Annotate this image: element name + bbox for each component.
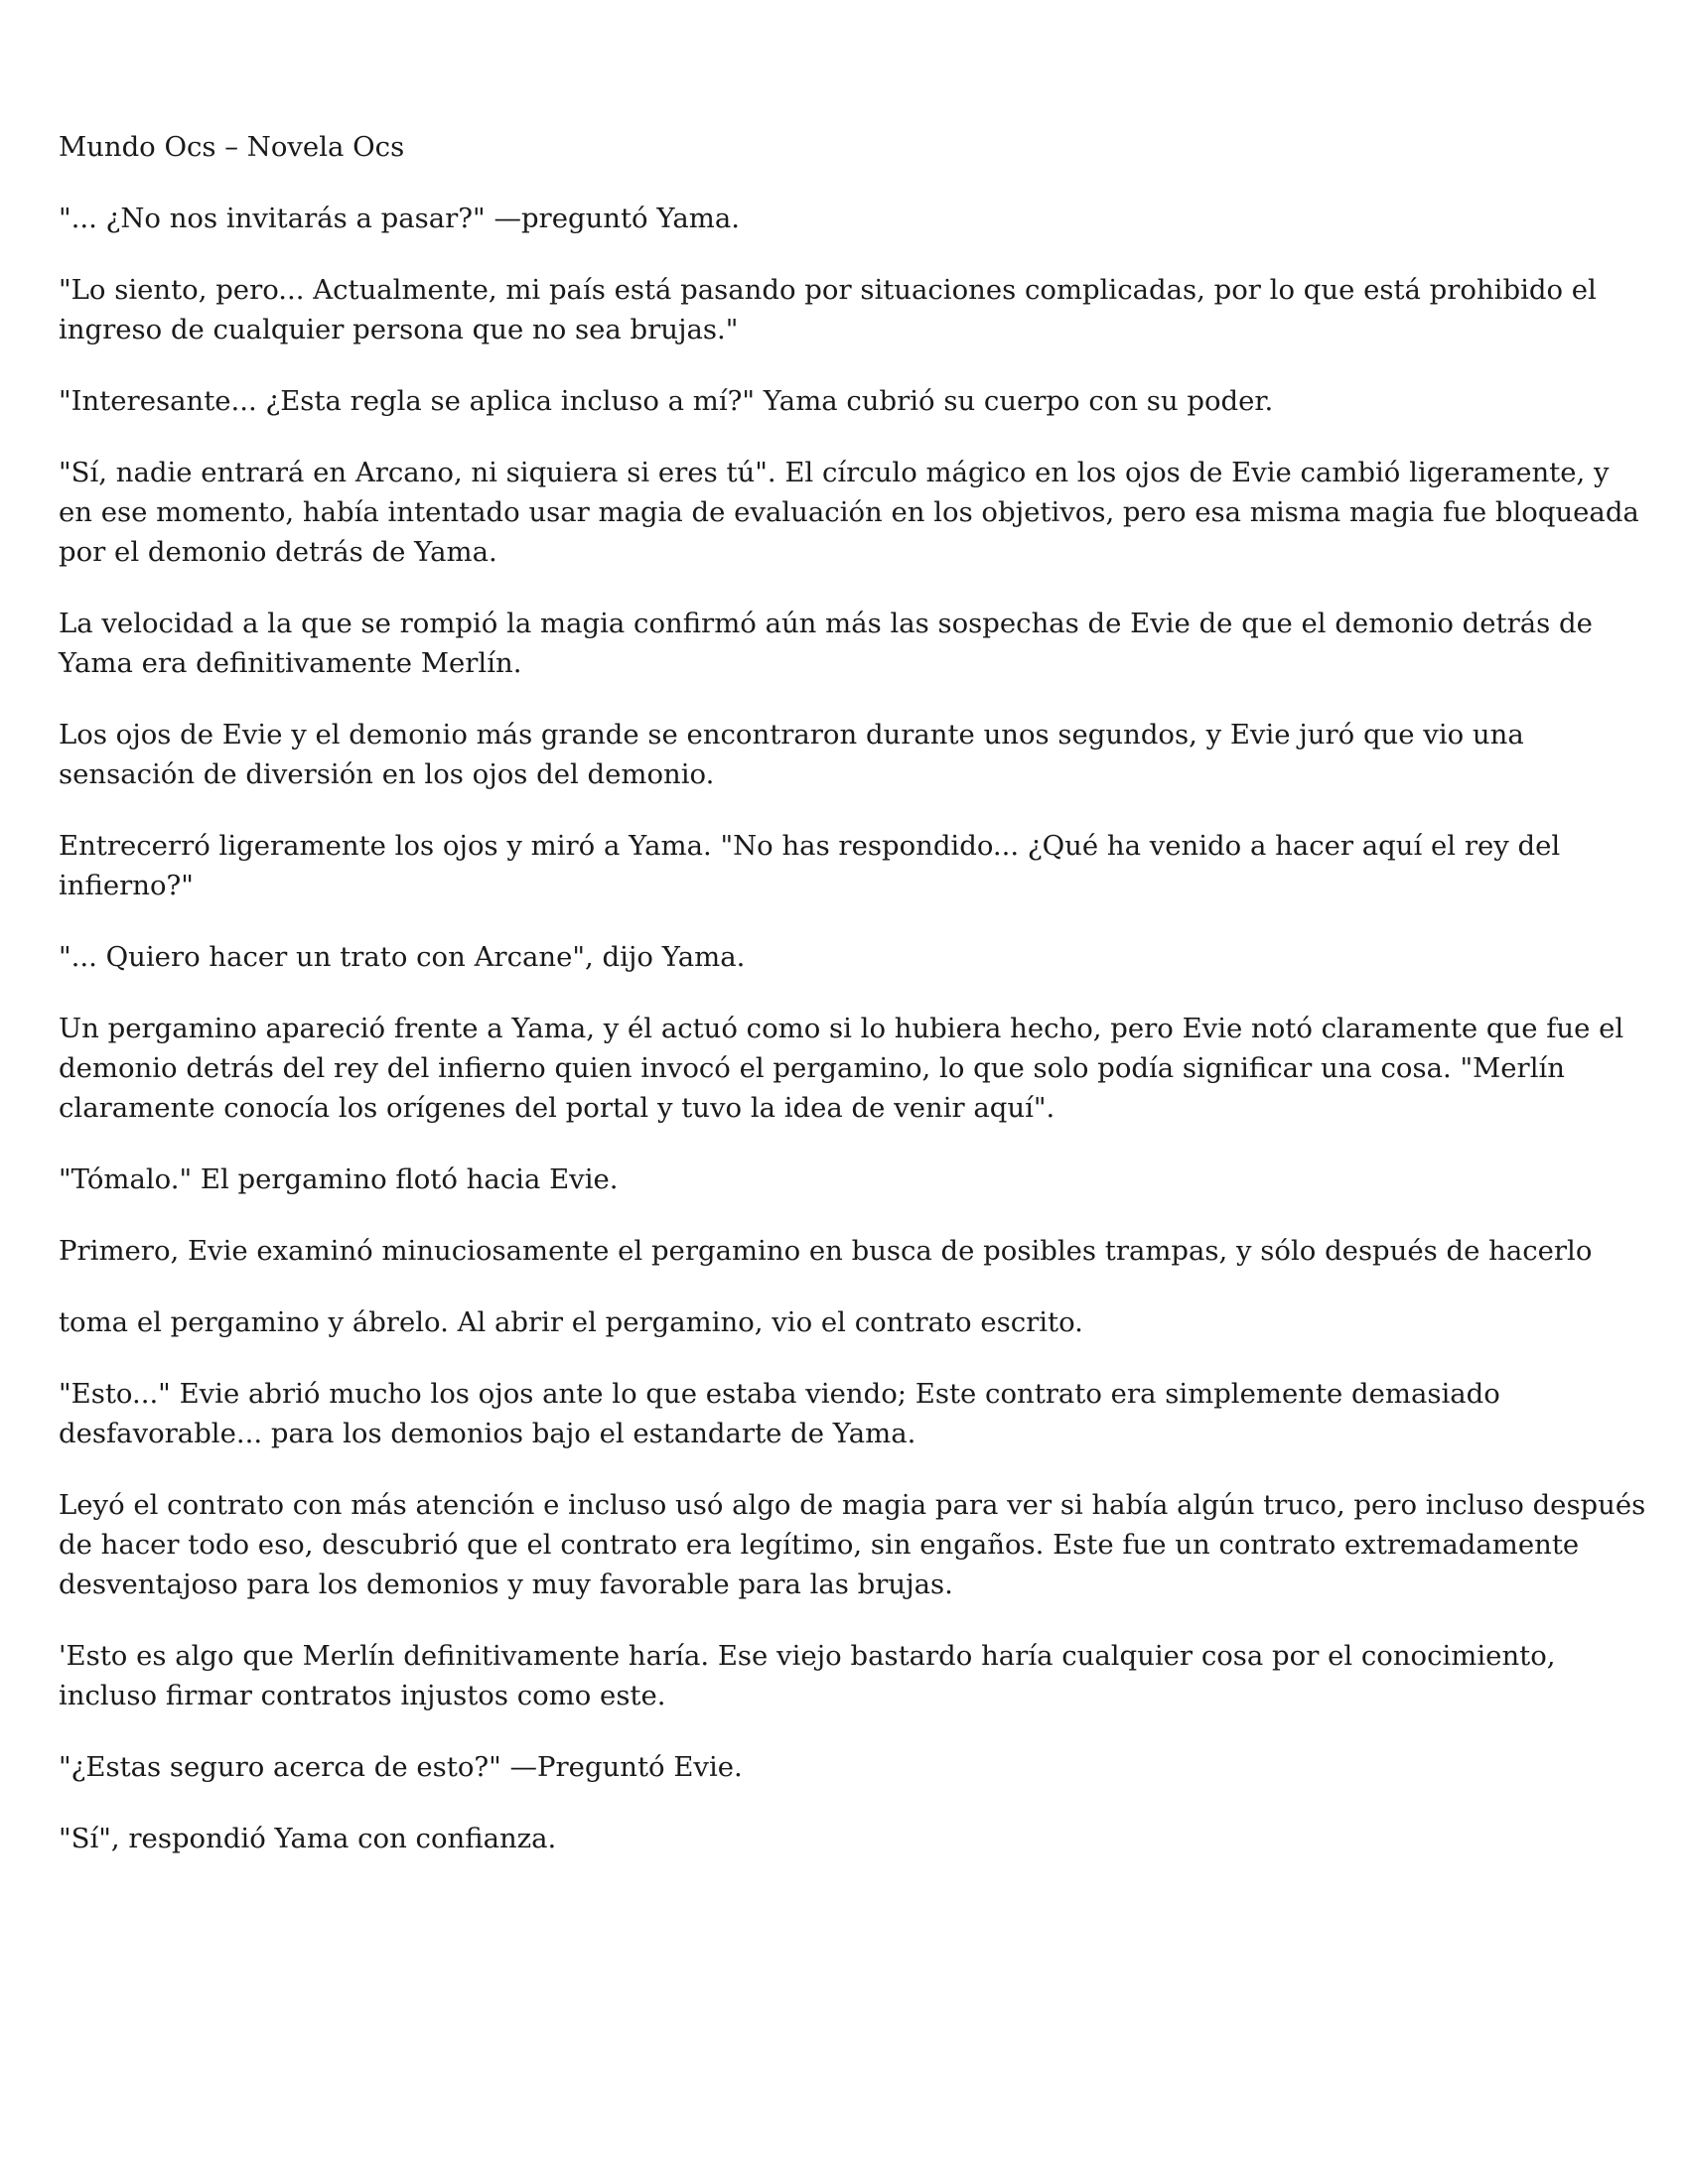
paragraph: "... Quiero hacer un trato con Arcane", dijo Yama. bbox=[59, 941, 746, 973]
document-header: Mundo Ocs – Novela Ocs bbox=[59, 131, 405, 163]
document-page bbox=[59, 127, 1647, 1890]
paragraph: 'Esto es algo que Merlín definitivamente haría. Ese viejo bastardo haría cualquier cosa por el conocimiento, incluso firmar contratos injustos como este. bbox=[59, 1640, 1556, 1711]
paragraph: "Sí", respondió Yama con confianza. bbox=[59, 1823, 557, 1854]
paragraph: "Lo siento, pero... Actualmente, mi país está pasando por situaciones complicadas, por lo que está prohibido el ingreso de cualquier persona que no sea brujas." bbox=[59, 274, 1597, 345]
paragraph: Primero, Evie examinó minuciosamente el pergamino en busca de posibles trampas, y sólo después de hacerlo bbox=[59, 1235, 1593, 1267]
paragraph: Leyó el contrato con más atención e incluso usó algo de magia para ver si había algún truco, pero incluso después de hacer todo eso, descubrió que el contrato era legítimo, sin engaños. Este fue un contrato extremadamente desventajoso para los demonios y muy favorable para las brujas. bbox=[59, 1489, 1646, 1600]
paragraph: "... ¿No nos invitarás a pasar?" —preguntó Yama. bbox=[59, 203, 740, 234]
paragraph: toma el pergamino y ábrelo. Al abrir el pergamino, vio el contrato escrito. bbox=[59, 1306, 1083, 1338]
paragraph: "Esto..." Evie abrió mucho los ojos ante lo que estaba viendo; Este contrato era simplemente demasiado desfavorable... para los demonios bajo el estandarte de Yama. bbox=[59, 1378, 1500, 1449]
paragraph: "Sí, nadie entrará en Arcano, ni siquiera si eres tú". El círculo mágico en los ojos de Evie cambió ligeramente, y en ese momento, había intentado usar magia de evaluación en los objetivos, pero esa misma magia fue bloqueada por el demonio detrás de Yama. bbox=[59, 457, 1639, 568]
paragraph: La velocidad a la que se rompió la magia confirmó aún más las sospechas de Evie de que el demonio detrás de Yama era definitivamente Merlín. bbox=[59, 608, 1593, 679]
paragraph: "Tómalo." El pergamino flotó hacia Evie. bbox=[59, 1163, 619, 1195]
paragraph: Un pergamino apareció frente a Yama, y él actuó como si lo hubiera hecho, pero Evie notó claramente que fue el demonio detrás del rey del infierno quien invocó el pergamino, lo que solo podía significar una cosa. "Merlín claramente conocía los orígenes del portal y tuvo la idea de venir aquí". bbox=[59, 1013, 1624, 1124]
paragraph: Entrecerró ligeramente los ojos y miró a Yama. "No has respondido... ¿Qué ha venido a hacer aquí el rey del infierno?" bbox=[59, 830, 1561, 901]
paragraph: "¿Estas seguro acerca de esto?" —Preguntó Evie. bbox=[59, 1751, 743, 1783]
paragraph: Los ojos de Evie y el demonio más grande se encontraron durante unos segundos, y Evie juró que vio una sensación de diversión en los ojos del demonio. bbox=[59, 719, 1524, 790]
paragraph: "Interesante... ¿Esta regla se aplica incluso a mí?" Yama cubrió su cuerpo con su poder. bbox=[59, 385, 1274, 417]
